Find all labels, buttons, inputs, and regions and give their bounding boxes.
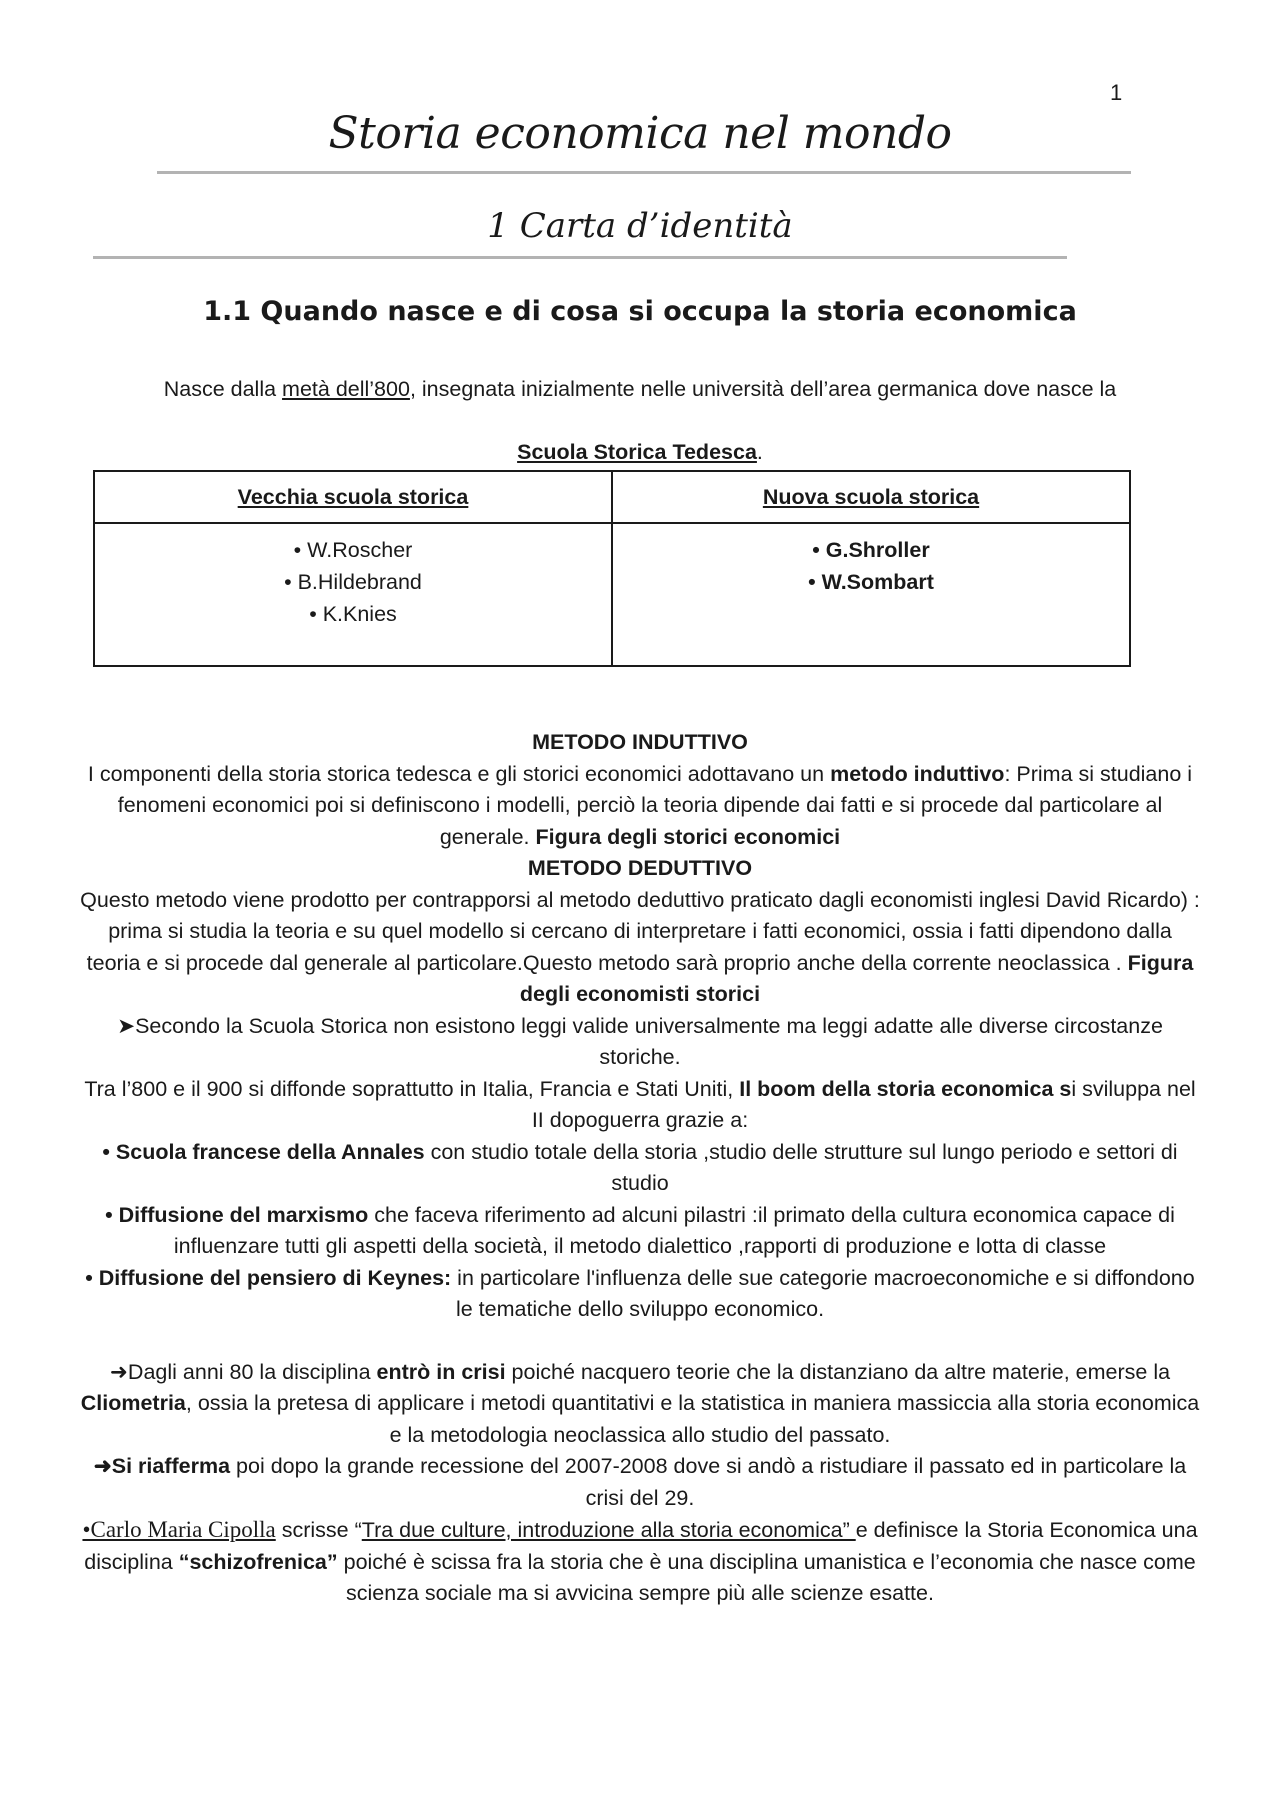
inductive-figure: Figura degli storici economici: [535, 824, 841, 849]
boom-text: i sviluppa nel II dopoguerra grazie a:: [531, 1076, 1196, 1132]
cipolla-paragraph: [80, 1514, 1200, 1610]
list-item: • B.Hildebrand: [284, 570, 422, 594]
book-title: Tra due culture, introduzione alla storia economica”: [361, 1518, 856, 1542]
crisis-paragraph: [80, 1357, 1200, 1452]
boom-text: Tra l’800 e il 900 si diffonde soprattutto in Italia, Francia e Stati Uniti,: [84, 1076, 740, 1101]
factor-text: con studio totale della storia ,studio delle strutture sul lungo periodo e settori di studio: [424, 1139, 1178, 1195]
inductive-heading: METODO INDUTTIVO: [532, 730, 748, 754]
body-text: [80, 727, 1200, 1610]
chapter-divider: [93, 256, 1067, 259]
intro-paragraph: [80, 374, 1200, 406]
boom-paragraph: [80, 1074, 1200, 1137]
factor-title: • Scuola francese della Annales: [102, 1139, 425, 1164]
cipolla-text: scrisse “: [275, 1518, 362, 1542]
deductive-figure: Figura degli economisti storici: [519, 950, 1194, 1006]
header-new-school: Nuova scuola storica: [612, 471, 1130, 523]
factor-text: in particolare l'influenza delle sue categorie macroeconomiche e si diffondono le tematiche dello sviluppo economico.: [451, 1265, 1195, 1321]
boom-term: Il boom della storia economica s: [739, 1076, 1072, 1101]
header-old-school: Vecchia scuola storica: [94, 471, 612, 523]
cliometrics-term: Cliometria: [80, 1391, 186, 1415]
factor-title: • Diffusione del pensiero di Keynes:: [85, 1265, 452, 1290]
page-title: Storia economica nel mondo: [328, 108, 952, 159]
section-title: 1.1 Quando nasce e di cosa si occupa la storia economica: [203, 296, 1077, 327]
crisis-text: , ossia la pretesa di applicare i metodi quantitativi e la statistica in maniera massiccia alla storia economica e la metodologia neoclassica allo studio del passato.: [185, 1391, 1200, 1447]
new-school-list: [614, 534, 1128, 598]
list-item: • W.Roscher: [293, 538, 413, 562]
title-divider: [157, 171, 1131, 174]
factor-marxism: [80, 1200, 1200, 1263]
intro-end: .: [756, 440, 763, 464]
laws-paragraph: ➤Secondo la Scuola Storica non esistono leggi valide universalmente ma leggi adatte alle diverse circostanze storiche.: [117, 1013, 1163, 1069]
cipolla-text: e definisce la Storia Economica una disciplina: [84, 1518, 1198, 1574]
schizophrenic-term: “schizofrenica”: [178, 1549, 338, 1574]
cipolla-text: poiché è scissa fra la storia che è una disciplina umanistica e l’economia che nasce come scienza sociale ma si avvicina sempre più alle scienze esatte.: [337, 1549, 1196, 1605]
factor-keynes: [80, 1263, 1200, 1326]
crisis-text: ➜Dagli anni 80 la disciplina: [109, 1359, 377, 1384]
list-item: • K.Knies: [309, 602, 397, 626]
crisis-text: poiché nacquero teorie che la distanziano da altre materie, emerse la: [505, 1359, 1171, 1384]
page-number: 1: [1110, 80, 1123, 105]
inductive-text: I componenti della storia storica tedesca e gli storici economici adottavano un: [87, 761, 831, 786]
new-school-cell: [612, 523, 1130, 666]
list-item: • G.Shroller: [812, 538, 930, 562]
factor-title: • Diffusione del marxismo: [105, 1202, 369, 1227]
old-school-list: [96, 534, 610, 630]
intro-school-line: [80, 437, 1200, 469]
deductive-text: Questo metodo viene prodotto per contrapporsi al metodo deduttivo praticato dagli economisti inglesi David Ricardo) : prima si studia la teoria e su quel modello si cercano di interpretare i fatti economici, ossia i fatti dipendono dalla teoria e si procede dal generale al particolare.Questo metodo sarà proprio anche della corrente neoclassica .: [80, 887, 1200, 975]
intro-prefix: Nasce dalla: [163, 377, 283, 401]
deductive-paragraph: [80, 885, 1200, 1011]
factor-text: che faceva riferimento ad alcuni pilastri :il primato della cultura economica capace di influenzare tutti gli aspetti della società, il metodo dialettico ,rapporti di produzione e lotta di classe: [173, 1202, 1175, 1258]
old-school-cell: [94, 523, 612, 666]
inductive-term: metodo induttivo: [830, 761, 1005, 786]
reaffirm-paragraph: [80, 1451, 1200, 1514]
school-name: Scuola Storica Tedesca: [517, 440, 757, 464]
crisis-term: entrò in crisi: [376, 1359, 506, 1384]
deductive-heading: METODO DEDUTTIVO: [527, 856, 753, 880]
list-item: • W.Sombart: [808, 570, 934, 594]
reaffirm-text: poi dopo la grande recessione del 2007-2008 dove si andò a ristudiare il passato ed in particolare la crisi del 29.: [230, 1454, 1187, 1510]
intro-suffix: , insegnata inizialmente nelle università dell’area germanica dove nasce la: [409, 377, 1117, 401]
inductive-paragraph: [80, 759, 1200, 854]
chapter-title: 1 Carta d’identità: [487, 206, 793, 246]
author-name: •Carlo Maria Cipolla: [82, 1517, 276, 1542]
spacer: [80, 1326, 1200, 1357]
schools-table: [93, 470, 1131, 667]
reaffirm-term: ➜Si riafferma: [93, 1454, 231, 1478]
inductive-text: : Prima si studiano i fenomeni economici poi si definiscono i modelli, perciò la teoria dipende dai fatti e si procede dal particolare al generale.: [117, 761, 1193, 849]
intro-date: metà dell’800: [282, 377, 410, 401]
factor-annales: [80, 1137, 1200, 1200]
